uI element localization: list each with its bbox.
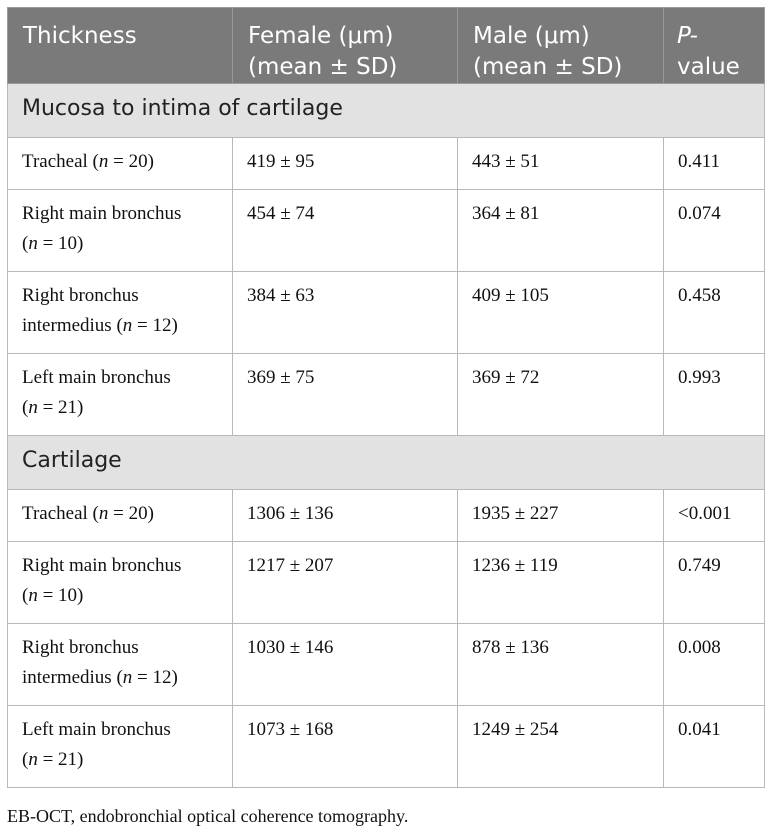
p-value: 0.993 bbox=[664, 354, 765, 436]
row-label: Tracheal (n = 20) bbox=[8, 138, 233, 190]
female-value: 1030 ± 146 bbox=[233, 624, 458, 706]
section-header-cartilage: Cartilage bbox=[8, 436, 765, 490]
p-value: 0.041 bbox=[664, 706, 765, 788]
row-label: Right bronchus intermedius (n = 12) bbox=[8, 272, 233, 354]
female-value: 1217 ± 207 bbox=[233, 542, 458, 624]
section-header-mucosa: Mucosa to intima of cartilage bbox=[8, 84, 765, 138]
male-value: 409 ± 105 bbox=[458, 272, 664, 354]
header-thickness: Thickness bbox=[8, 8, 233, 84]
female-value: 1306 ± 136 bbox=[233, 490, 458, 542]
female-value: 454 ± 74 bbox=[233, 190, 458, 272]
male-value: 1935 ± 227 bbox=[458, 490, 664, 542]
male-value: 443 ± 51 bbox=[458, 138, 664, 190]
p-value: 0.074 bbox=[664, 190, 765, 272]
male-value: 364 ± 81 bbox=[458, 190, 664, 272]
table-row bbox=[8, 542, 765, 624]
male-value: 878 ± 136 bbox=[458, 624, 664, 706]
male-value: 1249 ± 254 bbox=[458, 706, 664, 788]
female-value: 384 ± 63 bbox=[233, 272, 458, 354]
p-value: <0.001 bbox=[664, 490, 765, 542]
thickness-table bbox=[7, 7, 765, 788]
header-male: Male (μm) (mean ± SD) bbox=[458, 8, 664, 84]
table-row bbox=[8, 138, 765, 190]
header-female: Female (μm) (mean ± SD) bbox=[233, 8, 458, 84]
p-value: 0.008 bbox=[664, 624, 765, 706]
row-label: Right bronchus intermedius (n = 12) bbox=[8, 624, 233, 706]
row-label: Left main bronchus (n = 21) bbox=[8, 706, 233, 788]
table-row bbox=[8, 706, 765, 788]
row-label: Tracheal (n = 20) bbox=[8, 490, 233, 542]
female-value: 419 ± 95 bbox=[233, 138, 458, 190]
table-row bbox=[8, 354, 765, 436]
p-value: 0.749 bbox=[664, 542, 765, 624]
male-value: 1236 ± 119 bbox=[458, 542, 664, 624]
female-value: 369 ± 75 bbox=[233, 354, 458, 436]
table-row bbox=[8, 490, 765, 542]
row-label: Left main bronchus (n = 21) bbox=[8, 354, 233, 436]
female-value: 1073 ± 168 bbox=[233, 706, 458, 788]
table-body bbox=[8, 84, 765, 788]
table-row bbox=[8, 624, 765, 706]
table-container bbox=[7, 7, 764, 788]
table-footnote: EB-OCT, endobronchial optical coherence tomography. bbox=[7, 806, 409, 826]
table-row bbox=[8, 272, 765, 354]
male-value: 369 ± 72 bbox=[458, 354, 664, 436]
p-value: 0.458 bbox=[664, 272, 765, 354]
row-label: Right main bronchus (n = 10) bbox=[8, 190, 233, 272]
table-header bbox=[8, 8, 765, 84]
row-label: Right main bronchus (n = 10) bbox=[8, 542, 233, 624]
p-value: 0.411 bbox=[664, 138, 765, 190]
table-row bbox=[8, 190, 765, 272]
header-p-value: P- value bbox=[664, 8, 765, 84]
